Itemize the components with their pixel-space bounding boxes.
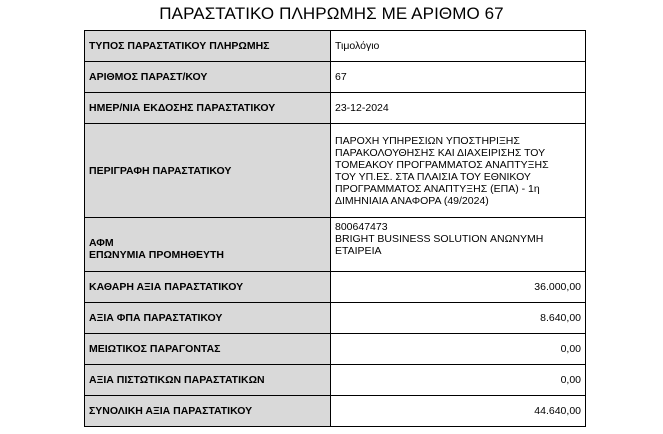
issue-date-value: 23-12-2024 — [331, 93, 586, 124]
reduction-factor-label: ΜΕΙΩΤΙΚΟΣ ΠΑΡΑΓΟΝΤΑΣ — [85, 334, 331, 365]
supplier-name-label: ΕΠΩΝΥΜΙΑ ΠΡΟΜΗΘΕΥΤΗ — [89, 248, 225, 261]
type-value: Τιμολόγιο — [331, 31, 586, 62]
table-row-supplier — [85, 218, 586, 272]
table-row-description — [85, 124, 586, 218]
credit-value-label: ΑΞΙΑ ΠΙΣΤΩΤΙΚΩΝ ΠΑΡΑΣΤΑΤΙΚΩΝ — [85, 365, 331, 396]
table-row-issue-date — [85, 93, 586, 124]
number-label: ΑΡΙΘΜΟΣ ΠΑΡΑΣΤ/ΚΟΥ — [85, 62, 331, 93]
total-value-value: 44.640,00 — [331, 396, 586, 427]
vat-value-value: 8.640,00 — [331, 303, 586, 334]
credit-value-value: 0,00 — [331, 365, 586, 396]
table-row-net-value — [85, 272, 586, 303]
supplier-label-cell — [85, 218, 331, 272]
afm-value: 800647473 — [335, 221, 388, 233]
document-title: ΠΑΡΑΣΤΑΤΙΚΟ ΠΛΗΡΩΜΗΣ ΜΕ ΑΡΙΘΜΟ 67 — [159, 4, 504, 23]
table-row-type — [85, 31, 586, 62]
net-value-value: 36.000,00 — [331, 272, 586, 303]
reduction-factor-value: 0,00 — [331, 334, 586, 365]
supplier-value-cell — [331, 218, 586, 272]
type-label: ΤΥΠΟΣ ΠΑΡΑΣΤΑΤΙΚΟΥ ΠΛΗΡΩΜΗΣ — [85, 31, 331, 62]
table-row-total-value — [85, 396, 586, 427]
table-row-reduction-factor — [85, 334, 586, 365]
payment-document-table — [84, 30, 586, 427]
table-row-vat-value — [85, 303, 586, 334]
table-row-number — [85, 62, 586, 93]
supplier-name-value: BRIGHT BUSINESS SOLUTION ΑΝΩΝΥΜΗ ΕΤΑΙΡΕΙΑ — [335, 233, 544, 257]
number-value: 67 — [331, 62, 586, 93]
net-value-label: ΚΑΘΑΡΗ ΑΞΙΑ ΠΑΡΑΣΤΑΤΙΚΟΥ — [85, 272, 331, 303]
table-row-credit-value — [85, 365, 586, 396]
total-value-label: ΣΥΝΟΛΙΚΗ ΑΞΙΑ ΠΑΡΑΣΤΑΤΙΚΟΥ — [85, 396, 331, 427]
description-label: ΠΕΡΙΓΡΑΦΗ ΠΑΡΑΣΤΑΤΙΚΟΥ — [85, 124, 331, 218]
issue-date-label: ΗΜΕΡ/ΝΙΑ ΕΚΔΟΣΗΣ ΠΑΡΑΣΤΑΤΙΚΟΥ — [85, 93, 331, 124]
afm-label: ΑΦΜ — [89, 236, 114, 249]
vat-value-label: ΑΞΙΑ ΦΠΑ ΠΑΡΑΣΤΑΤΙΚΟΥ — [85, 303, 331, 334]
description-value: ΠΑΡΟΧΗ ΥΠΗΡΕΣΙΩΝ ΥΠΟΣΤΗΡΙΞΗΣ ΠΑΡΑΚΟΛΟΥΘΗΣΗΣ ΚΑΙ ΔΙΑΧΕΙΡΙΣΗΣ ΤΟΥ ΤΟΜΕΑΚΟΥ ΠΡΟΓΡΑΜΜΑΤΟΣ ΑΝΑΠΤΥΞΗΣ ΤΟΥ ΥΠ.ΕΣ. ΣΤΑ ΠΛΑΙΣΙΑ ΤΟΥ ΕΘΝΙΚΟΥ ΠΡΟΓΡΑΜΜΑΤΟΣ ΑΝΑΠΤΥΞΗΣ (ΕΠΑ) - 1η ΔΙΜΗΝΙΑΙΑ ΑΝΑΦΟΡΑ (49/2024) — [331, 124, 586, 218]
